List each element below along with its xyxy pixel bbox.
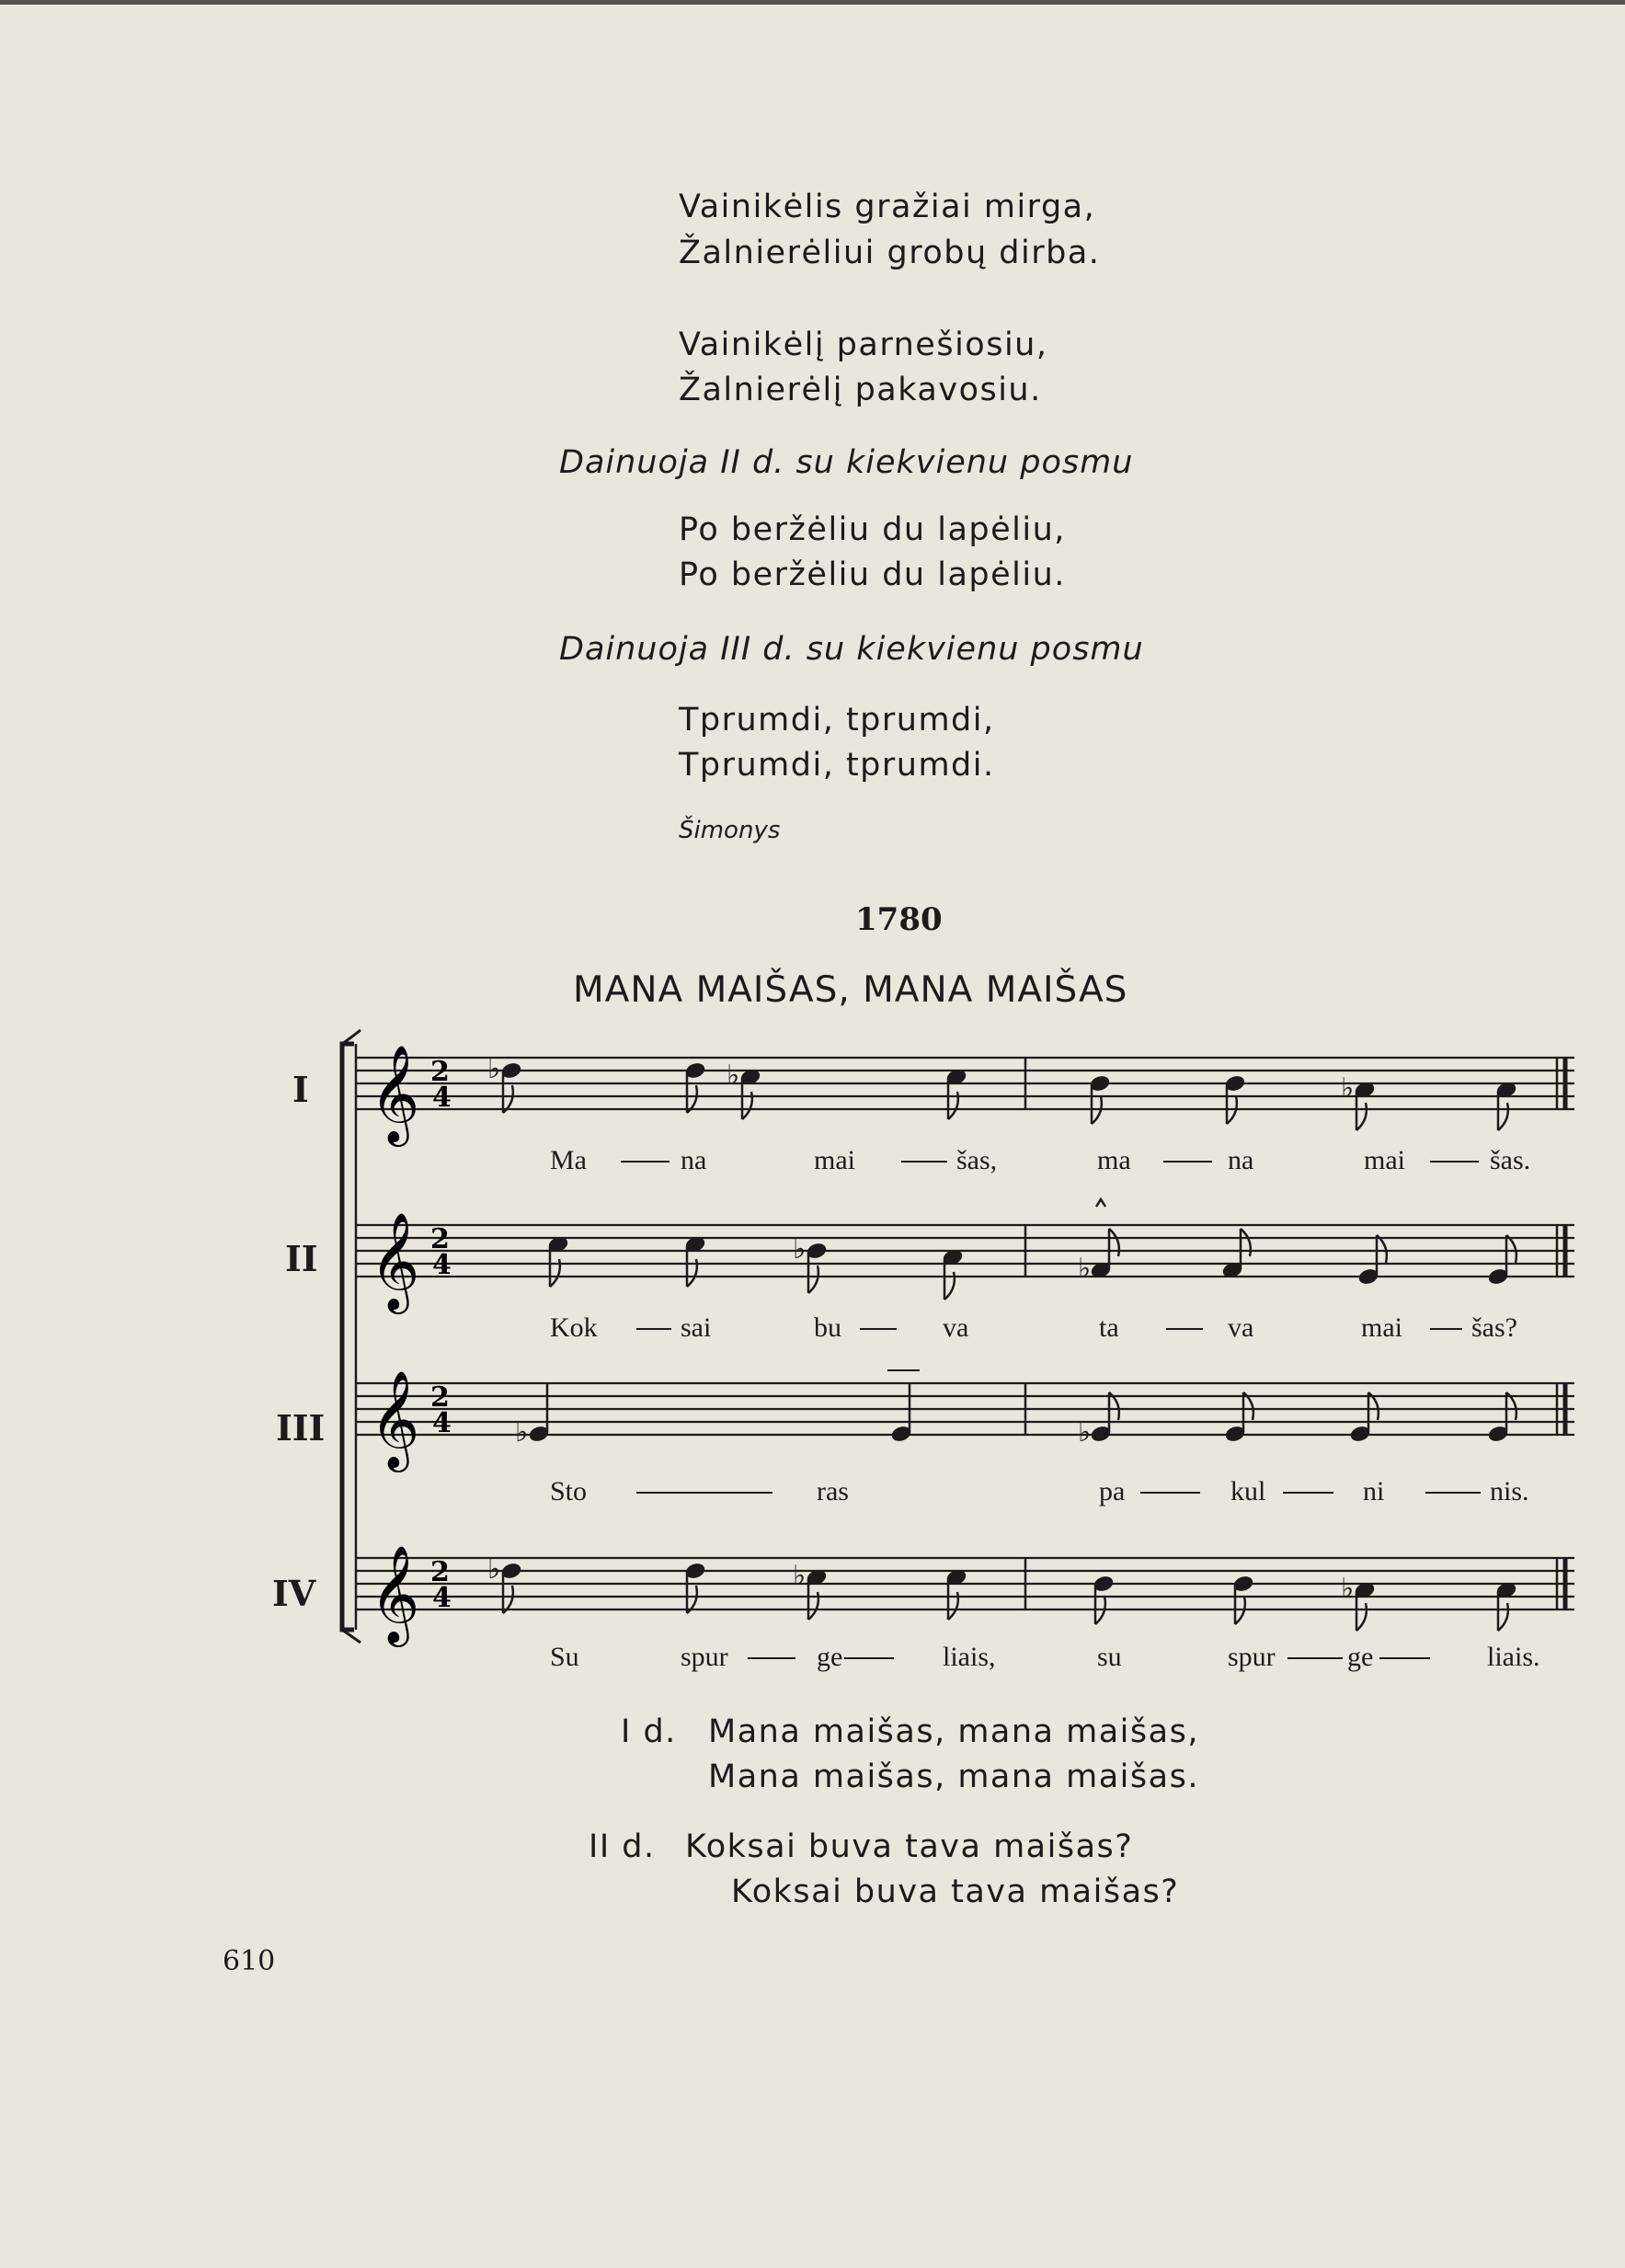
lyric-syllable: kul: [1230, 1476, 1266, 1506]
lyric-syllable: na: [1228, 1145, 1254, 1175]
svg-text:♭: ♭: [487, 1053, 501, 1085]
verse-line: Žalnierėliui grobų dirba.: [679, 235, 1101, 271]
svg-text:𝄞: 𝄞: [370, 1044, 420, 1142]
lyric-syllable: ras: [817, 1476, 849, 1506]
lyric-syllable: ge: [1347, 1642, 1374, 1672]
svg-text:𝄞: 𝄞: [370, 1369, 420, 1468]
staff-voice-3: [356, 1369, 1574, 1472]
staff-voice-1: [356, 1044, 1574, 1147]
svg-text:♭: ♭: [1341, 1072, 1355, 1105]
verse-line: Mana maišas, mana maišas.: [708, 1758, 1199, 1795]
verse-line: Tprumdi, tprumdi,: [679, 702, 995, 739]
verse-line: Po beržėliu du lapėliu.: [679, 556, 1066, 593]
time-sig-top: 2: [430, 1056, 450, 1088]
lyric-syllable: sai: [681, 1312, 712, 1343]
svg-text:♭: ♭: [515, 1416, 529, 1449]
svg-text:♭: ♭: [1078, 1253, 1092, 1285]
part-heading: Dainuoja II d. su kiekvienu posmu: [559, 444, 1134, 481]
lyric-syllable: nis.: [1490, 1476, 1529, 1506]
time-sig-bottom: 4: [432, 1407, 452, 1439]
song-number: 1780: [855, 901, 943, 938]
verse-line: Po beržėliu du lapėliu,: [679, 511, 1066, 548]
verse-part-label: II d.: [589, 1828, 656, 1865]
voice-label: III: [276, 1407, 326, 1449]
verse-line: Tprumdi, tprumdi.: [679, 747, 995, 784]
time-sig-top: 2: [430, 1556, 450, 1588]
lyric-syllable: na: [681, 1145, 707, 1175]
notes-voice-1: [487, 1053, 1517, 1130]
svg-text:♭: ♭: [1078, 1416, 1092, 1449]
lyric-syllable: mai: [814, 1145, 855, 1175]
verse-part-label: I d.: [621, 1713, 677, 1750]
lyric-syllable: šas?: [1471, 1312, 1517, 1343]
verse-line: Vainikėlį parnešiosiu,: [679, 326, 1048, 363]
voice-label: IV: [272, 1573, 316, 1614]
lyric-syllable: pa: [1099, 1476, 1126, 1506]
verse-line: Vainikėlis gražiai mirga,: [679, 189, 1096, 225]
verse-line: Koksai buva tava maišas?: [731, 1873, 1180, 1910]
lyric-syllable: liais,: [943, 1642, 996, 1672]
lyric-syllable: mai: [1364, 1145, 1405, 1175]
lyric-syllable: va: [1228, 1312, 1254, 1343]
song-title: MANA MAIŠAS, MANA MAIŠAS: [573, 969, 1128, 1011]
verse-line: Mana maišas, mana maišas,: [708, 1713, 1199, 1750]
lyric-syllable: ta: [1099, 1312, 1119, 1343]
staff-voice-4: [356, 1544, 1574, 1647]
time-sig-bottom: 4: [432, 1082, 452, 1114]
time-sig-top: 2: [430, 1381, 450, 1414]
verse-line: Žalnierėlį pakavosiu.: [679, 372, 1042, 408]
lyric-syllable: Kok: [550, 1312, 598, 1343]
notes-voice-2: [547, 1199, 1516, 1300]
voice-label: I: [292, 1069, 309, 1110]
source-village: Šimonys: [679, 817, 781, 844]
verse-line: Koksai buva tava maišas?: [685, 1828, 1134, 1865]
svg-text:♭: ♭: [727, 1060, 740, 1092]
lyric-syllable: spur: [681, 1642, 728, 1672]
svg-text:♭: ♭: [793, 1560, 807, 1592]
lyric-syllable: Su: [550, 1642, 579, 1672]
svg-text:♭: ♭: [793, 1233, 807, 1266]
lyric-syllable: ma: [1097, 1145, 1131, 1175]
svg-text:♭: ♭: [487, 1553, 501, 1586]
svg-text:𝄞: 𝄞: [370, 1211, 420, 1310]
lyric-syllable: va: [943, 1312, 969, 1343]
lyric-syllable: su: [1097, 1642, 1122, 1672]
lyric-syllable: Ma: [550, 1145, 587, 1175]
lyric-syllable: bu: [814, 1312, 841, 1343]
svg-text:𝄞: 𝄞: [370, 1544, 420, 1643]
lyric-syllable: šas,: [956, 1145, 998, 1175]
lyric-syllable: ni: [1363, 1476, 1385, 1506]
page-number: 610: [223, 1945, 276, 1977]
time-sig-bottom: 4: [432, 1582, 452, 1614]
voice-label: II: [285, 1238, 318, 1279]
time-sig-top: 2: [430, 1223, 450, 1255]
staff-voice-2: [356, 1211, 1574, 1314]
lyric-syllable: šas.: [1490, 1145, 1531, 1175]
lyric-syllable: mai: [1361, 1312, 1402, 1343]
lyric-syllable: ge: [817, 1642, 843, 1672]
time-sig-bottom: 4: [432, 1249, 452, 1281]
lyric-syllable: liais.: [1487, 1642, 1540, 1672]
lyric-syllable: Sto: [550, 1476, 588, 1506]
part-heading: Dainuoja III d. su kiekvienu posmu: [559, 631, 1144, 668]
svg-text:♭: ♭: [1341, 1573, 1355, 1605]
lyric-syllable: spur: [1228, 1642, 1276, 1672]
notes-voice-4: [487, 1553, 1517, 1631]
